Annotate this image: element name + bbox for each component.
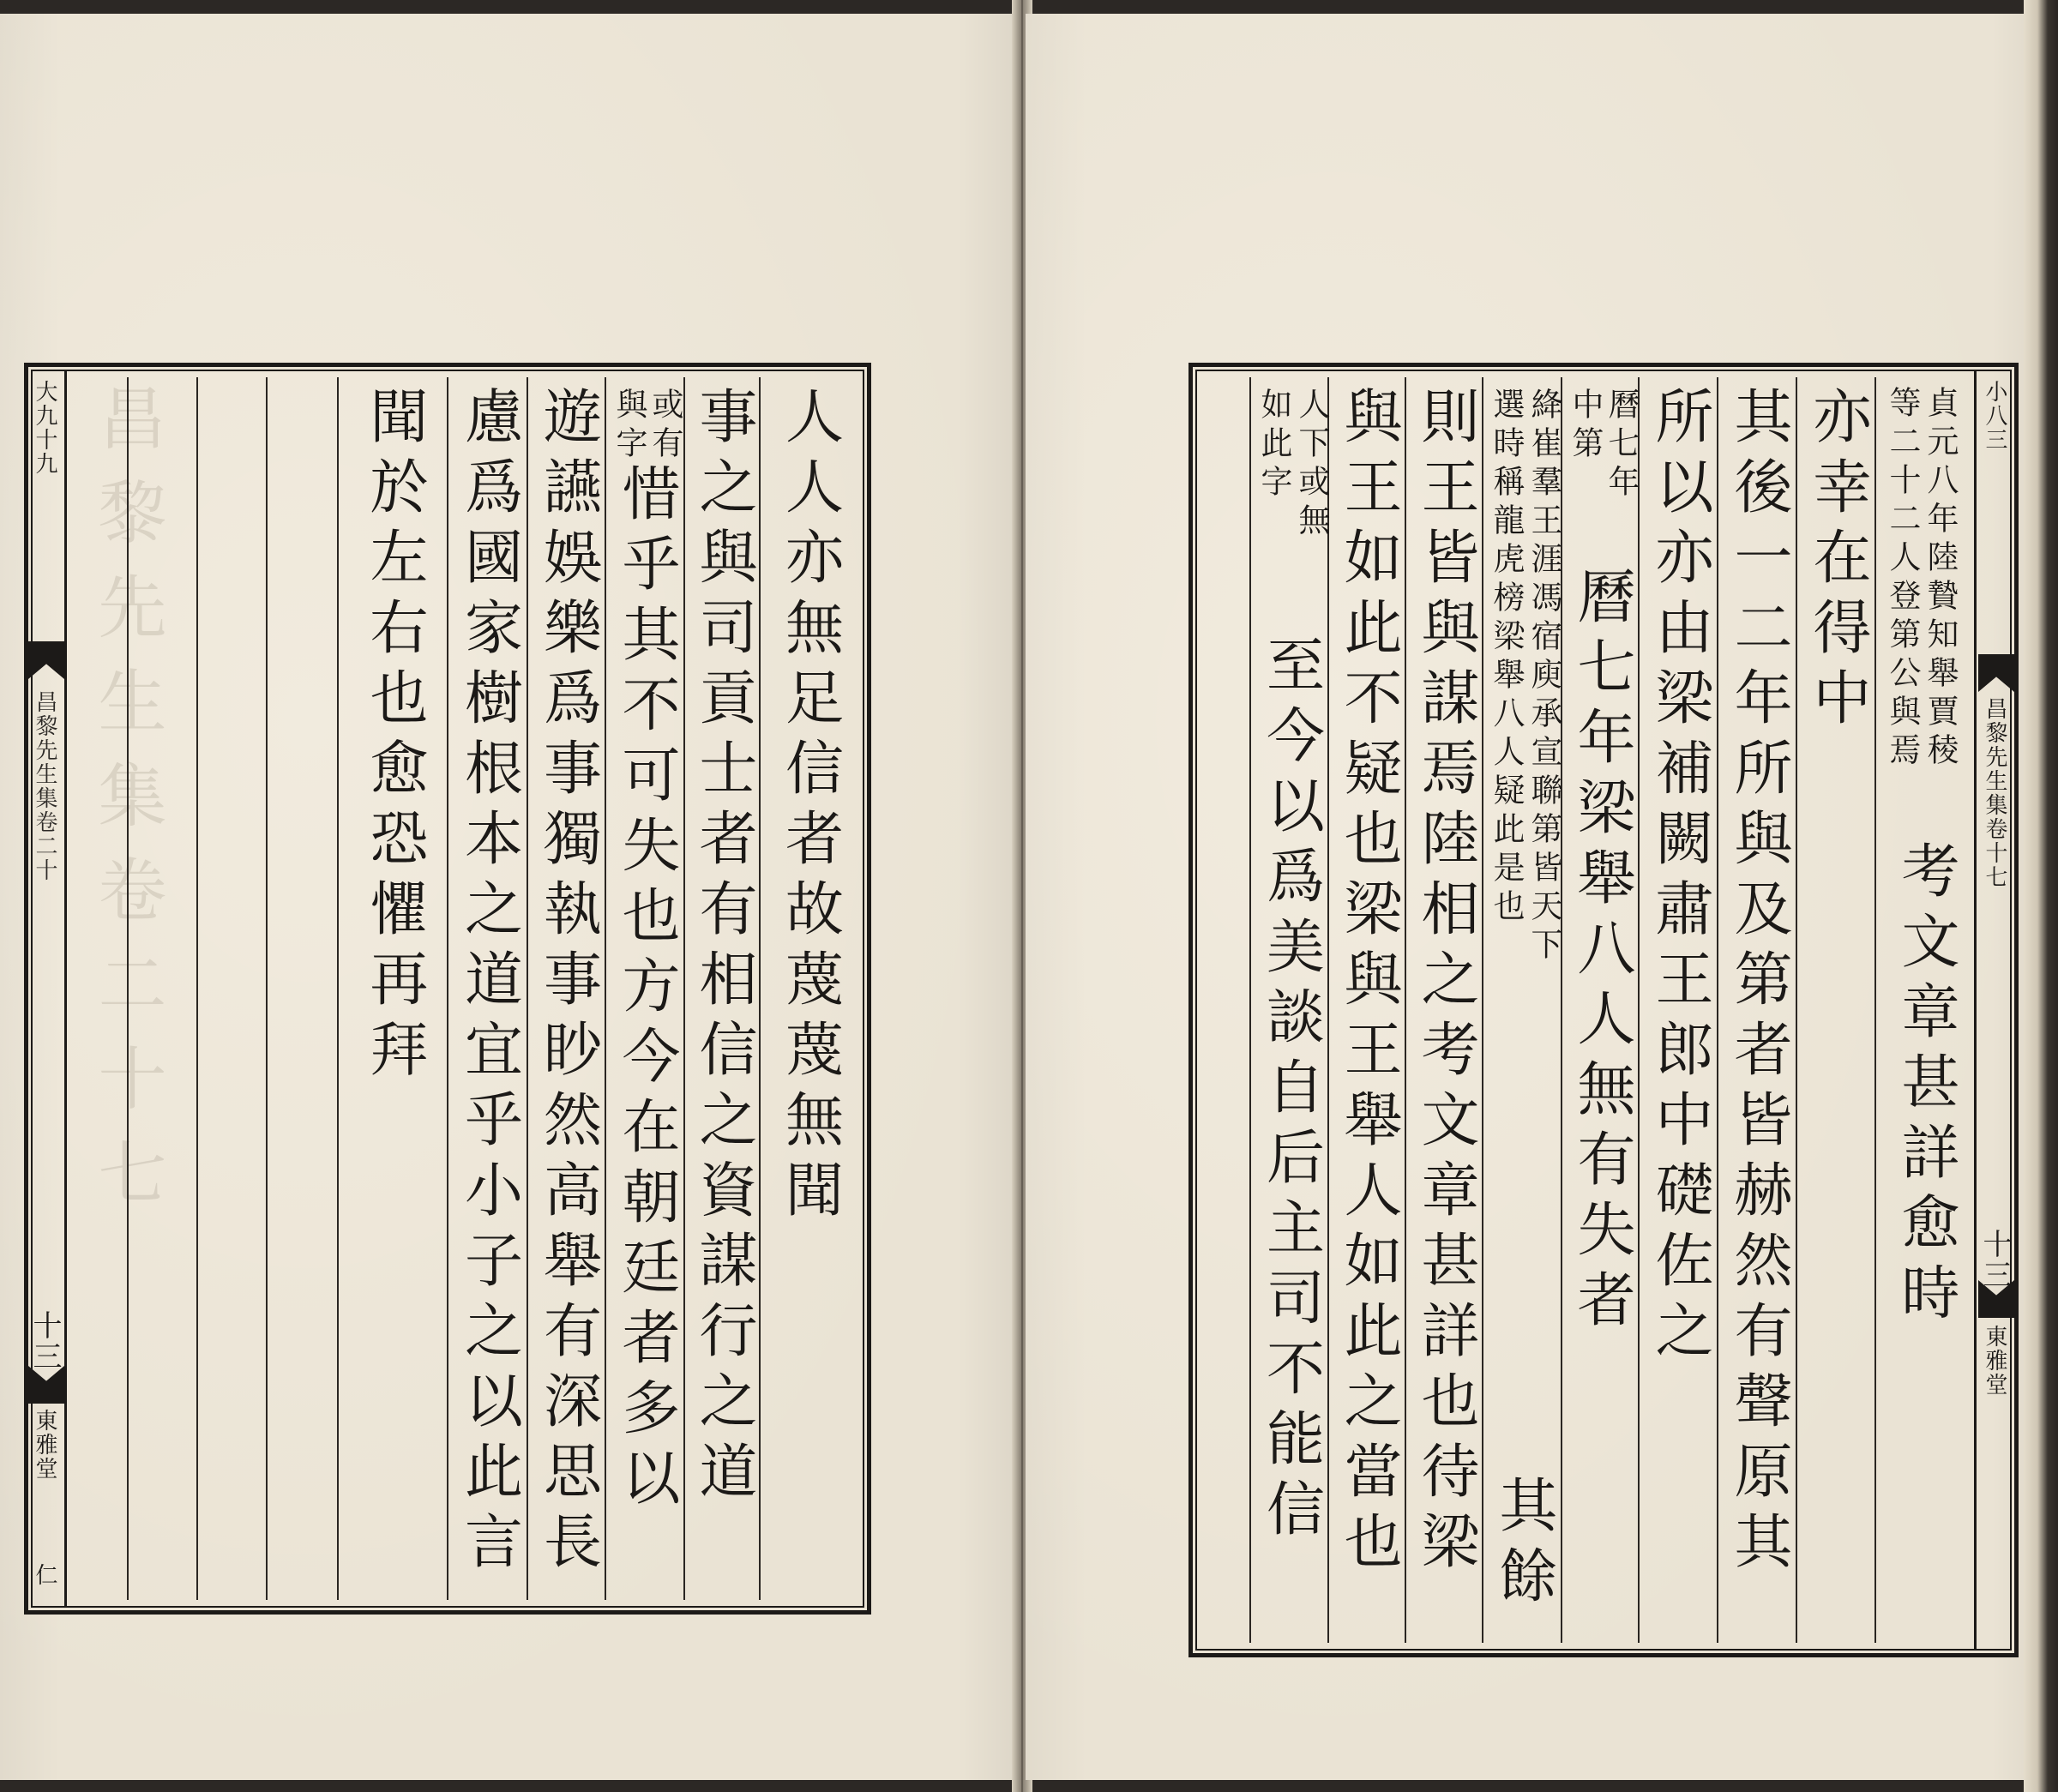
empty-column-rule	[266, 377, 268, 1600]
text-column	[1482, 377, 1562, 1643]
strip-leaf-number: 十三	[27, 1310, 62, 1372]
column-note: 如此字	[1255, 388, 1292, 503]
strip-hall-name: 東雅堂	[32, 1409, 57, 1481]
empty-column-rule	[127, 377, 129, 1600]
bleed-through-text: 昌黎先生集卷二十七	[87, 382, 166, 1231]
text-column	[605, 377, 685, 1600]
column-note: 等二十二人登第公與焉	[1884, 386, 1921, 772]
text-column	[527, 377, 606, 1600]
text-column	[337, 377, 448, 1600]
column-note: 絳崔羣王涯馮宿庾承宣聯第皆天下	[1525, 388, 1562, 966]
column-main-text: 其後一二年所與及第者皆赫然有聲原其	[1724, 386, 1792, 1581]
column-main-text: 慮爲國家樹根本之道宜乎小子之以此言	[454, 386, 523, 1581]
column-main-text: 聞於左右也愈恐懼再拜	[360, 386, 428, 1089]
column-note: 與字	[611, 388, 647, 465]
column-main-text: 至今以爲美談自后主司不能信	[1256, 634, 1325, 1548]
text-column	[759, 377, 858, 1600]
strip-leaf-number: 十三	[1977, 1229, 2012, 1290]
column-main-text: 所以亦由梁補闕肅王郎中礎佐之	[1646, 386, 1713, 1370]
text-column	[1717, 377, 1797, 1643]
left-page	[0, 14, 1019, 1780]
right-text-frame	[1188, 363, 2019, 1657]
text-column	[1193, 377, 1249, 1643]
right-page	[1026, 14, 2053, 1780]
strip-catalog-number: 小八三	[1982, 380, 2007, 452]
column-main-text: 考文章甚詳愈時	[1892, 840, 1959, 1332]
strip-book-title: 昌黎先生集卷十七	[1982, 697, 2007, 889]
text-column	[1874, 377, 1974, 1643]
column-note: 曆七年	[1603, 388, 1640, 503]
column-main-text: 亦幸在得中	[1803, 386, 1871, 737]
text-column	[1405, 377, 1483, 1643]
column-main-text: 則王皆與謀焉陸相之考文章甚詳也待梁	[1411, 386, 1479, 1581]
column-note: 人下或無	[1293, 388, 1330, 542]
column-main-text: 與王如此不疑也梁與王舉人如此之當也	[1334, 386, 1402, 1581]
text-column	[1638, 377, 1718, 1643]
fish-tail-upper	[1978, 654, 2014, 692]
column-main-text: 曆七年梁舉八人無有失者	[1568, 566, 1635, 1339]
strip-book-title: 昌黎先生集卷二十	[32, 690, 57, 882]
left-margin-strip	[28, 371, 67, 1606]
column-main-text: 事之與司貢士者有相信之資謀行之道	[689, 386, 757, 1511]
strip-bottom-char: 仁	[32, 1563, 57, 1587]
text-column	[447, 377, 528, 1600]
column-note: 或有	[647, 388, 683, 465]
strip-catalog-number: 大九十九	[32, 380, 57, 476]
strip-hall-name: 東雅堂	[1982, 1325, 2007, 1397]
right-margin-strip	[1974, 371, 2014, 1649]
column-note: 中第	[1567, 388, 1604, 465]
column-main-text: 其餘	[1489, 1475, 1557, 1615]
text-column	[1249, 377, 1329, 1643]
text-column	[683, 377, 761, 1600]
column-note: 選時稱龍虎榜梁舉八人疑此是也	[1488, 388, 1525, 928]
book-right-edge	[2024, 0, 2058, 1792]
empty-column-rule	[196, 377, 198, 1600]
text-column	[1796, 377, 1876, 1643]
text-column	[1327, 377, 1406, 1643]
left-text-frame	[24, 363, 871, 1615]
column-main-text: 惜乎其不可失也方今在朝廷者多以	[612, 463, 680, 1518]
column-main-text: 遊讌娛樂爲事獨執事眇然高舉有深思長	[533, 386, 602, 1581]
column-note: 貞元八年陸贄知舉賈稜	[1922, 386, 1959, 772]
fish-tail-upper	[28, 641, 64, 679]
column-main-text: 人人亦無足信者故蔑蔑無聞	[775, 386, 844, 1230]
text-column	[1561, 377, 1640, 1643]
